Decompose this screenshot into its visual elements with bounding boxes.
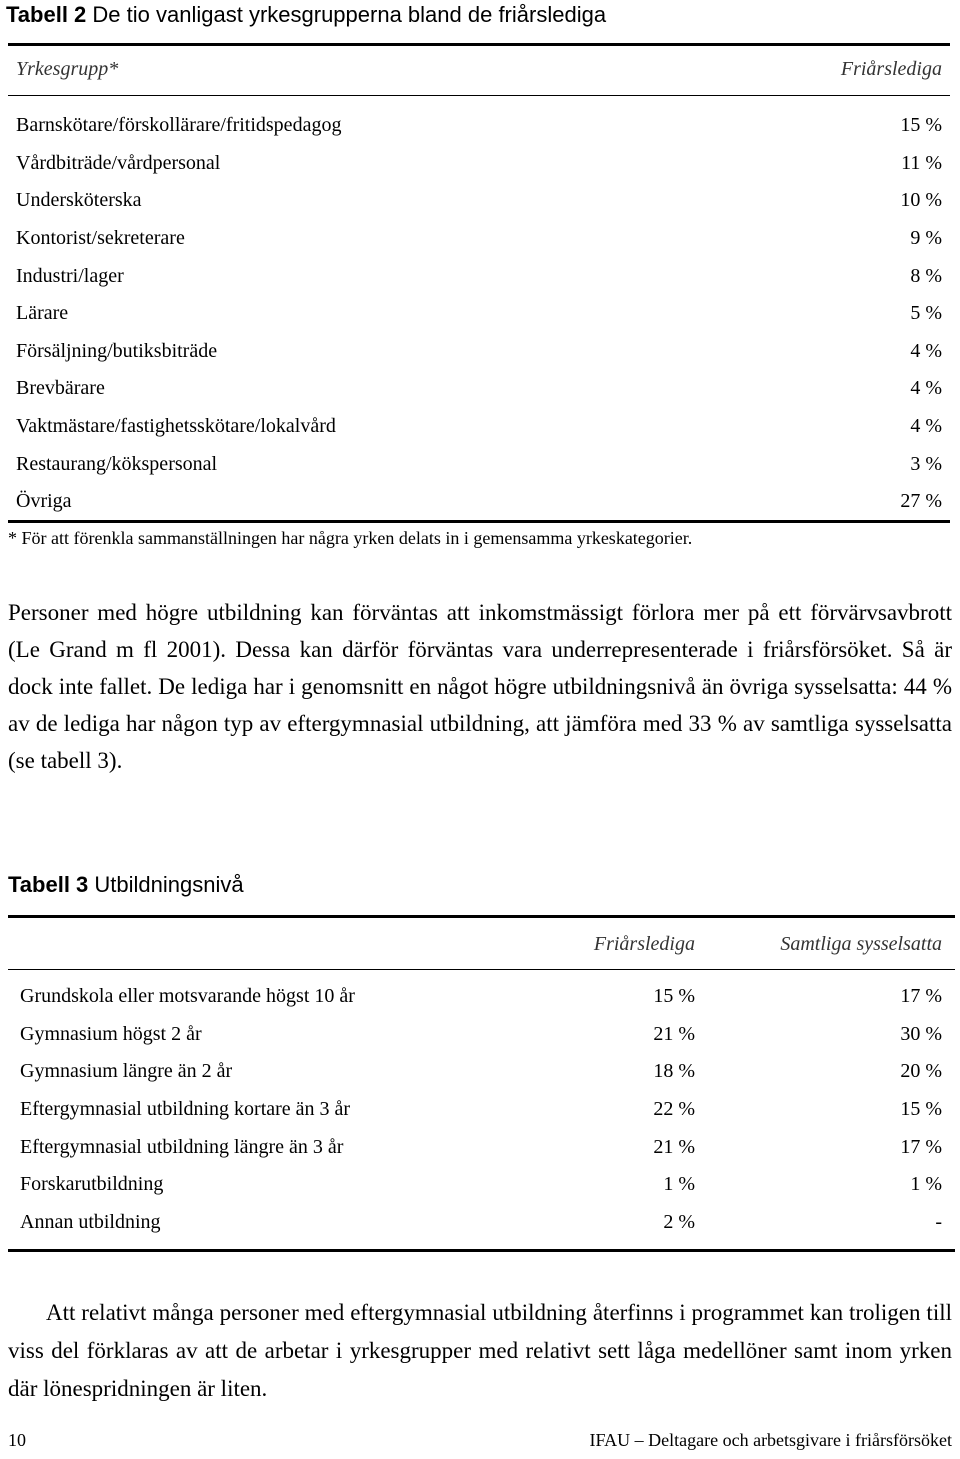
page-number: 10 [8, 1430, 26, 1450]
table2-header [16, 58, 942, 81]
table2-footnote: * För att förenkla sammanställningen har några yrken delats in i gemensamma yrkeskategorier. [8, 528, 693, 548]
samtliga-share: 20 % [900, 1060, 942, 1083]
occupation-name: Restaurang/kökspersonal [16, 452, 218, 475]
occupation-name: Övriga [16, 490, 72, 513]
education-level: Forskarutbildning [20, 1173, 164, 1196]
occupation-share: 5 % [910, 302, 942, 325]
table-row [16, 182, 942, 220]
samtliga-share: 17 % [900, 985, 942, 1008]
table2-title [6, 2, 606, 28]
table2-header-rule [8, 95, 950, 96]
table3-label: Tabell 3 [8, 872, 89, 897]
table-row [20, 1016, 942, 1054]
occupation-share: 8 % [910, 264, 942, 287]
table2-top-rule [8, 43, 950, 46]
occupation-name: Vaktmästare/fastighetsskötare/lokalvård [16, 415, 336, 438]
occupation-name: Barnskötare/förskollärare/fritidspedagog [16, 114, 342, 137]
table3-title [8, 872, 244, 898]
occupation-share: 4 % [910, 415, 942, 438]
friarslediga-share: 21 % [653, 1135, 695, 1158]
table3-top-rule [8, 915, 955, 918]
table2-col-group: Yrkesgrupp* [16, 58, 119, 80]
table-row [16, 295, 942, 333]
table-row [20, 1053, 942, 1091]
table2-bottom-rule [8, 520, 950, 523]
occupation-share: 4 % [910, 339, 942, 362]
body-paragraph-2: Att relativt många personer med eftergymnasial utbildning återfinns i programmet kan troligen till viss del förklaras av att de arbetar i yrkesgrupper med relativt sett låga medellöner samt inom yrken där lönespridningen är liten. [8, 1300, 952, 1401]
occupation-name: Kontorist/sekreterare [16, 227, 185, 250]
occupation-name: Industri/lager [16, 264, 124, 287]
table3-header-rule [8, 969, 955, 970]
friarslediga-share: 22 % [653, 1098, 695, 1121]
table2-label: Tabell 2 [6, 2, 87, 27]
samtliga-share: 15 % [900, 1098, 942, 1121]
table-row [20, 1128, 942, 1166]
occupation-name: Undersköterska [16, 189, 142, 212]
education-level: Gymnasium högst 2 år [20, 1022, 202, 1045]
table-row [20, 1166, 942, 1204]
education-level: Annan utbildning [20, 1210, 161, 1233]
table-row [16, 333, 942, 371]
table-row [20, 978, 942, 1016]
table3-bottom-rule [8, 1249, 955, 1252]
table-row [16, 445, 942, 483]
samtliga-share: - [935, 1210, 942, 1233]
samtliga-share: 17 % [900, 1135, 942, 1158]
table3-col-friarslediga: Friårslediga [593, 933, 695, 956]
friarslediga-share: 1 % [663, 1173, 695, 1196]
samtliga-share: 30 % [900, 1022, 942, 1045]
education-level: Grundskola eller motsvarande högst 10 år [20, 985, 355, 1008]
table2-col-value: Friårslediga [840, 58, 942, 80]
occupation-share: 3 % [910, 452, 942, 475]
friarslediga-share: 21 % [653, 1022, 695, 1045]
friarslediga-share: 15 % [653, 985, 695, 1008]
table-row [20, 1204, 942, 1242]
friarslediga-share: 18 % [653, 1060, 695, 1083]
table2-caption: De tio vanligast yrkesgrupperna bland de friårslediga [92, 2, 607, 27]
occupation-share: 27 % [900, 490, 942, 513]
occupation-name: Brevbärare [16, 377, 105, 400]
table-row [20, 1091, 942, 1129]
table3-col-samtliga: Samtliga sysselsatta [780, 933, 942, 956]
table3-header [20, 926, 942, 964]
samtliga-share: 1 % [910, 1173, 942, 1196]
education-level: Gymnasium längre än 2 år [20, 1060, 233, 1083]
occupation-share: 9 % [910, 227, 942, 250]
occupation-share: 4 % [910, 377, 942, 400]
table-row [16, 107, 942, 145]
table-row [16, 145, 942, 183]
occupation-name: Lärare [16, 302, 69, 325]
table-row [16, 483, 942, 521]
occupation-share: 10 % [900, 189, 942, 212]
occupation-share: 15 % [900, 114, 942, 137]
table-row [16, 220, 942, 258]
table-row [16, 257, 942, 295]
table3-caption: Utbildningsnivå [94, 872, 244, 897]
table3-body [20, 978, 942, 1241]
education-level: Eftergymnasial utbildning kortare än 3 år [20, 1098, 351, 1121]
table-row [16, 370, 942, 408]
occupation-name: Vårdbiträde/vårdpersonal [16, 151, 221, 174]
table2-body [16, 107, 942, 521]
table-row [16, 408, 942, 446]
education-level: Eftergymnasial utbildning längre än 3 år [20, 1135, 344, 1158]
body-paragraph-1: Personer med högre utbildning kan förväntas att inkomstmässigt förlora mer på ett förvärvsavbrott (Le Grand m fl 2001). Dessa kan därför förväntas vara underrepresenterade i friårsförsöket. Så är dock inte fallet. De lediga har i genomsnitt en något högre utbildningsnivå än övriga sysselsatta: 44 % av de lediga har någon typ av eftergymnasial utbildning, att jämföra med 33 % av samtliga sysselsatta (se tabell 3). [8, 600, 952, 773]
friarslediga-share: 2 % [663, 1210, 695, 1233]
occupation-name: Försäljning/butiksbiträde [16, 339, 218, 362]
occupation-share: 11 % [901, 151, 942, 174]
running-title: IFAU – Deltagare och arbetsgivare i friårsförsöket [589, 1430, 952, 1450]
